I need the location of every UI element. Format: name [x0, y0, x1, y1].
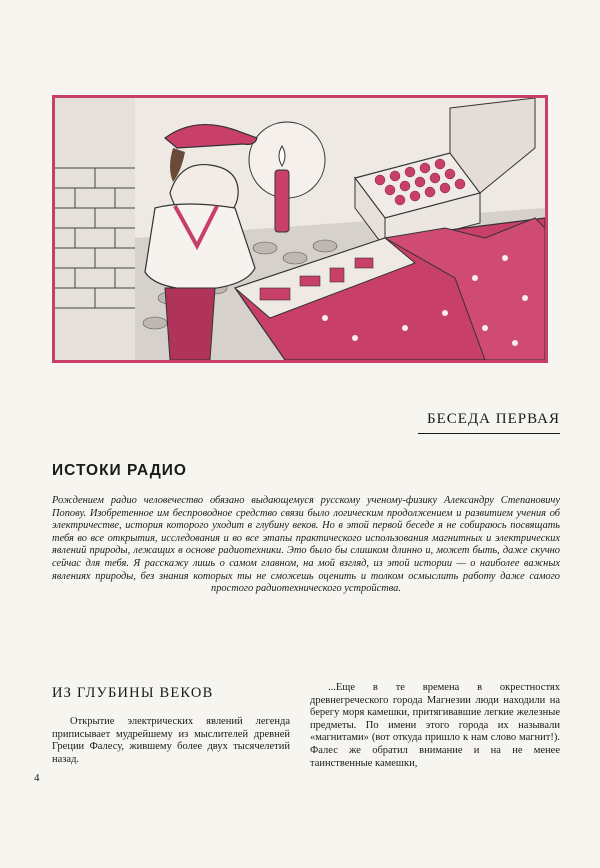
right-column-text: ...Еще в те времена в окрестностях древнегреческого города Магнезии люди находили на берегу моря камешки, притягивавшие легкие железные предметы. По имени этого города их называли «магнитами» (вот откуда пришло к нам слово магнит!). Фалес же обратил внимание и на не менее таинственные камешки,: [310, 682, 560, 769]
illustration-drawing: [55, 98, 545, 360]
intro-paragraph: Рождением радио человечество обязано выдающемуся русскому ученому-физику Александру Степановичу Попову. Изобретенное им беспроводное средство связи было логическим продолжением и развитием учения об электричестве, история которого уходит в глубину веков. Но в этой первой беседе я не собираюсь посвящать тебя во все открытия, исследования и во все этапы практического использования магнитных и электрических явлений природы, лежащих в основе радиотехники. Это было бы слишком длинно и, может быть, даже скучно сейчас для тебя. Я расскажу лишь о самом главном, на мой взгляд, из этой истории — о наиболее важных явлениях природы, без знания которых ты не сможешь оценить и толком осмыслить работу даже самого простого радиотехнического устройства.: [52, 495, 560, 595]
white-sweater: [145, 204, 255, 290]
left-column-text: Открытие электрических явлений легенда приписывает мудрейшему из мыслителей древней Греции Фалесу, жившему более двух тысячелетий назад.: [52, 716, 290, 765]
red-trousers: [165, 288, 215, 360]
chapter-label: БЕСЕДА ПЕРВАЯ: [427, 411, 560, 427]
page-number: 4: [34, 772, 40, 784]
candle: [275, 170, 289, 232]
brick-wall: [55, 98, 135, 360]
chapter-underline: [418, 433, 560, 434]
red-cap: [165, 125, 257, 148]
section-title: ИЗ ГЛУБИНЫ ВЕКОВ: [52, 685, 214, 701]
chapter-illustration: [52, 95, 548, 363]
chapter-title: ИСТОКИ РАДИО: [52, 462, 187, 479]
